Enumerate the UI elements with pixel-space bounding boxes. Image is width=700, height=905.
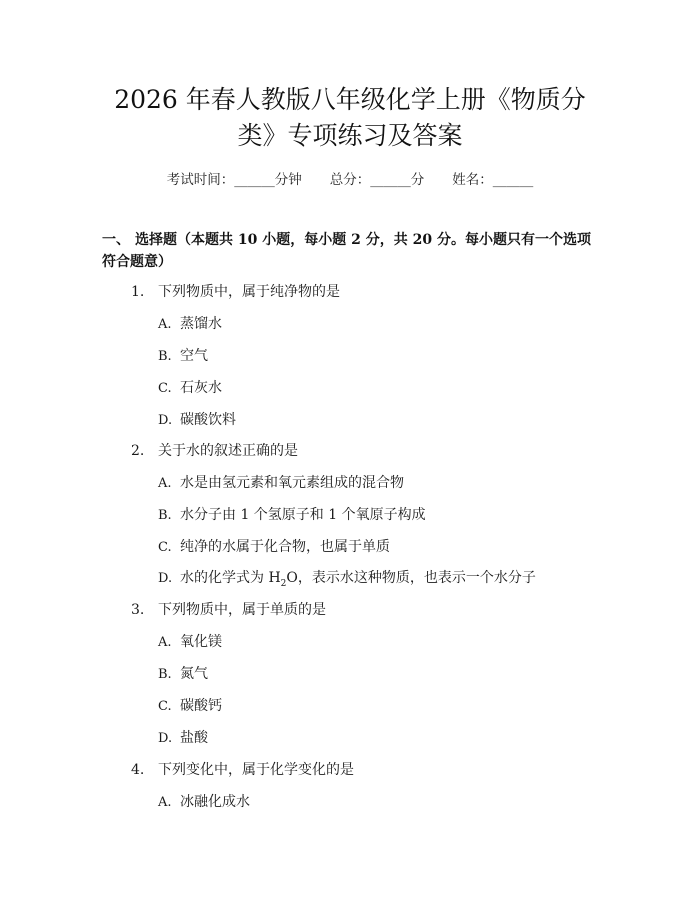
option-text: 冰融化成水	[180, 794, 250, 810]
option-text-before: 水的化学式为 H	[180, 570, 281, 586]
section-heading	[102, 229, 602, 273]
document-title-line-1: 2026 年春人教版八年级化学上册《物质分	[114, 85, 586, 114]
section-number: 一、	[102, 232, 130, 248]
question-3-text: 下列物质中，属于单质的是	[158, 602, 326, 618]
option-letter: A.	[158, 795, 172, 810]
question-1-option-b	[158, 346, 208, 367]
question-2-option-c	[158, 537, 390, 558]
exam-score: 总分：______分	[329, 172, 425, 188]
question-3-option-a	[158, 632, 222, 653]
question-2-option-b	[158, 505, 426, 526]
option-text: 氮气	[180, 666, 208, 682]
option-text: 碳酸钙	[180, 698, 222, 714]
question-3-option-c	[158, 696, 222, 717]
question-4-number: 4.	[131, 762, 145, 778]
option-letter: A.	[158, 476, 172, 491]
option-letter: D.	[158, 413, 173, 428]
exam-name: 姓名：______	[452, 172, 534, 188]
option-text: 碳酸饮料	[180, 412, 236, 428]
question-3-option-b	[158, 664, 208, 685]
subscript: 2	[280, 578, 287, 589]
option-letter: B.	[158, 349, 172, 364]
option-letter: D.	[158, 731, 173, 746]
option-letter: C.	[158, 699, 172, 714]
option-text: 水分子由 1 个氢原子和 1 个氧原子构成	[180, 507, 426, 523]
option-letter: B.	[158, 508, 172, 523]
question-4-text: 下列变化中，属于化学变化的是	[158, 762, 354, 778]
option-letter: A.	[158, 635, 172, 650]
option-text: 水是由氢元素和氧元素组成的混合物	[180, 475, 404, 491]
question-2-option-a	[158, 473, 404, 494]
option-letter: A.	[158, 317, 172, 332]
question-1-option-c	[158, 378, 222, 399]
question-3-number: 3.	[131, 602, 145, 618]
option-text-after: O，表示水这种物质，也表示一个水分子	[286, 570, 536, 586]
question-1-text: 下列物质中，属于纯净物的是	[158, 284, 340, 300]
exam-info	[0, 168, 700, 188]
option-text: 纯净的水属于化合物，也属于单质	[180, 539, 390, 555]
option-letter: C.	[158, 540, 172, 555]
question-1-option-d	[158, 410, 236, 431]
section-text: 选择题（本题共 10 小题，每小题 2 分，共 20 分。每小题只有一个选项符合题意）	[102, 232, 591, 270]
option-text: 盐酸	[180, 730, 208, 746]
option-text: 蒸馏水	[180, 316, 222, 332]
question-2-number: 2.	[131, 443, 145, 459]
exam-time: 考试时间：______分钟	[166, 172, 302, 188]
option-letter: C.	[158, 381, 172, 396]
question-1-option-a	[158, 314, 222, 335]
document-title-line-2: 类》专项练习及答案	[237, 121, 463, 150]
option-text: 氧化镁	[180, 634, 222, 650]
question-1-number: 1.	[131, 284, 145, 300]
question-2-option-d	[158, 568, 536, 594]
option-letter: D.	[158, 571, 173, 586]
question-2-text: 关于水的叙述正确的是	[158, 443, 298, 459]
option-text: 空气	[180, 348, 208, 364]
question-4-option-a	[158, 792, 250, 813]
question-3-option-d	[158, 728, 208, 749]
option-letter: B.	[158, 667, 172, 682]
option-text: 石灰水	[180, 380, 222, 396]
